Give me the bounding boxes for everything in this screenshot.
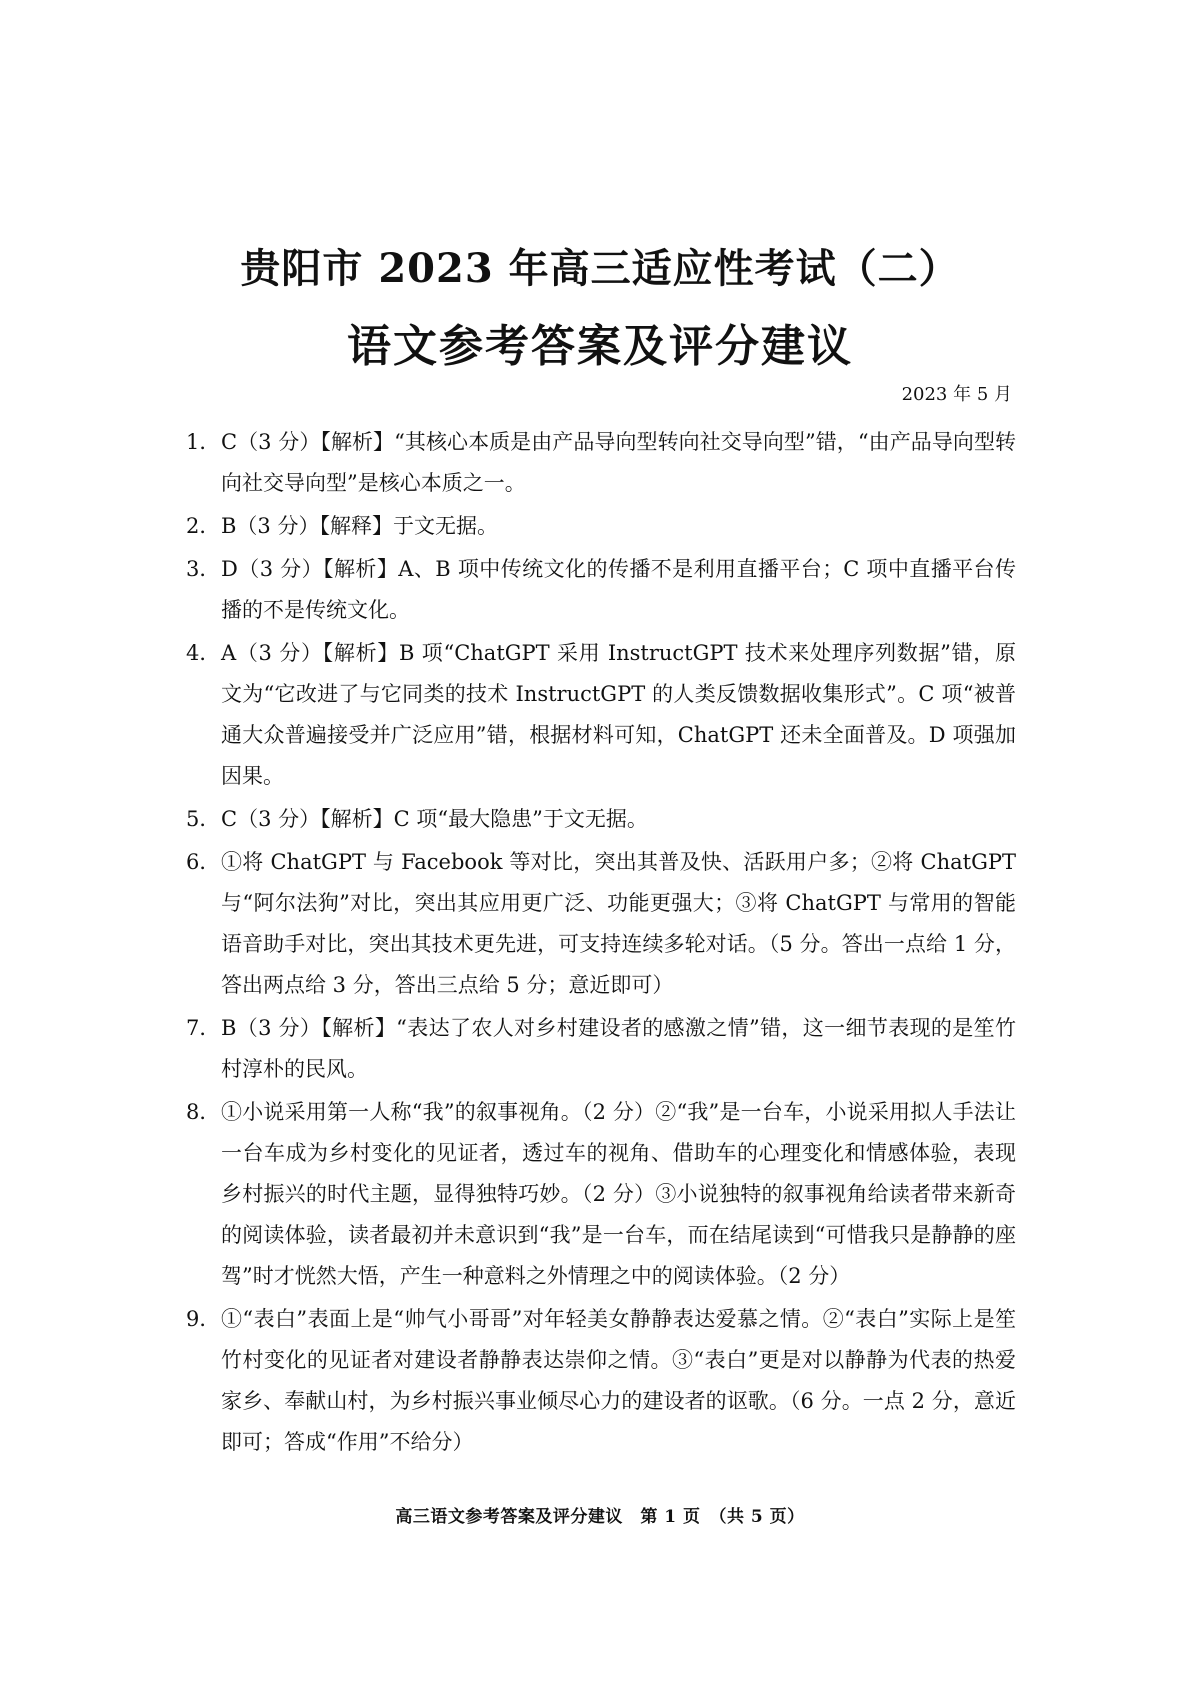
- answer-item-5: [186, 799, 1016, 840]
- answer-text: ①将 ChatGPT 与 Facebook 等对比，突出其普及快、活跃用户多；②将 ChatGPT 与“阿尔法狗”对比，突出其应用更广泛、功能更强大；③将 ChatGPT 与常用的智能语音助手对比，突出其技术更先进，可支持连续多轮对话。（5 分。答出一点给 1 分，答出两点给 3 分，答出三点给 5 分；意近即可）: [221, 850, 1016, 997]
- answer-number: 2．: [186, 514, 221, 538]
- answer-number: 3．: [186, 557, 221, 581]
- answer-item-2: [186, 506, 1016, 547]
- answer-text: ①“表白”表面上是“帅气小哥哥”对年轻美女静静表达爱慕之情。②“表白”实际上是笙竹村变化的见证者对建设者静静表达崇仰之情。③“表白”更是对以静静为代表的热爱家乡、奉献山村，为乡村振兴事业倾尽心力的建设者的讴歌。（6 分。一点 2 分，意近即可；答成“作用”不给分）: [221, 1307, 1016, 1454]
- answer-number: 5．: [186, 807, 221, 831]
- answer-item-8: [186, 1092, 1016, 1297]
- answer-text: C（3 分）【解析】C 项“最大隐患”于文无据。: [221, 807, 648, 831]
- answer-text: ①小说采用第一人称“我”的叙事视角。（2 分）②“我”是一台车，小说采用拟人手法让一台车成为乡村变化的见证者，透过车的视角、借助车的心理变化和情感体验，表现乡村振兴的时代主题，显得独特巧妙。（2 分）③小说独特的叙事视角给读者带来新奇的阅读体验，读者最初并未意识到“我”是一台车，而在结尾读到“可惜我只是静静的座驾”时才恍然大悟，产生一种意料之外情理之中的阅读体验。（2 分）: [221, 1100, 1016, 1288]
- answer-number: 8．: [186, 1100, 221, 1124]
- exam-title: 贵阳市 2023 年高三适应性考试（二）: [240, 245, 960, 292]
- answer-text: C（3 分）【解析】“其核心本质是由产品导向型转向社交导向型”错，“由产品导向型转向社交导向型”是核心本质之一。: [221, 430, 1016, 495]
- answer-number: 7．: [186, 1016, 221, 1040]
- answer-text: B（3 分）【解析】“表达了农人对乡村建设者的感激之情”错，这一细节表现的是笙竹村淳朴的民风。: [221, 1016, 1016, 1081]
- answer-item-6: [186, 842, 1016, 1006]
- answer-item-7: [186, 1008, 1016, 1090]
- page-footer: 高三语文参考答案及评分建议 第 1 页 （共 5 页）: [395, 1507, 805, 1527]
- answer-number: 9．: [186, 1307, 221, 1331]
- answer-item-4: [186, 633, 1016, 797]
- answer-number: 1．: [186, 430, 221, 454]
- document-date: 2023 年 5 月: [901, 384, 1012, 405]
- answer-text: B（3 分）【解释】于文无据。: [221, 514, 498, 538]
- answer-number: 6．: [186, 850, 221, 874]
- answer-list: [186, 422, 1016, 1465]
- answer-text: D（3 分）【解析】A、B 项中传统文化的传播不是利用直播平台；C 项中直播平台传播的不是传统文化。: [221, 557, 1016, 622]
- document-subtitle: 语文参考答案及评分建议: [347, 321, 853, 372]
- answer-item-9: [186, 1299, 1016, 1463]
- answer-text: A（3 分）【解析】B 项“ChatGPT 采用 InstructGPT 技术来处理序列数据”错，原文为“它改进了与它同类的技术 InstructGPT 的人类反馈数据收集形式”。C 项“被普通大众普遍接受并广泛应用”错，根据材料可知，ChatGPT 还未全面普及。D 项强加因果。: [221, 641, 1016, 788]
- answer-number: 4．: [186, 641, 221, 665]
- answer-item-1: [186, 422, 1016, 504]
- answer-item-3: [186, 549, 1016, 631]
